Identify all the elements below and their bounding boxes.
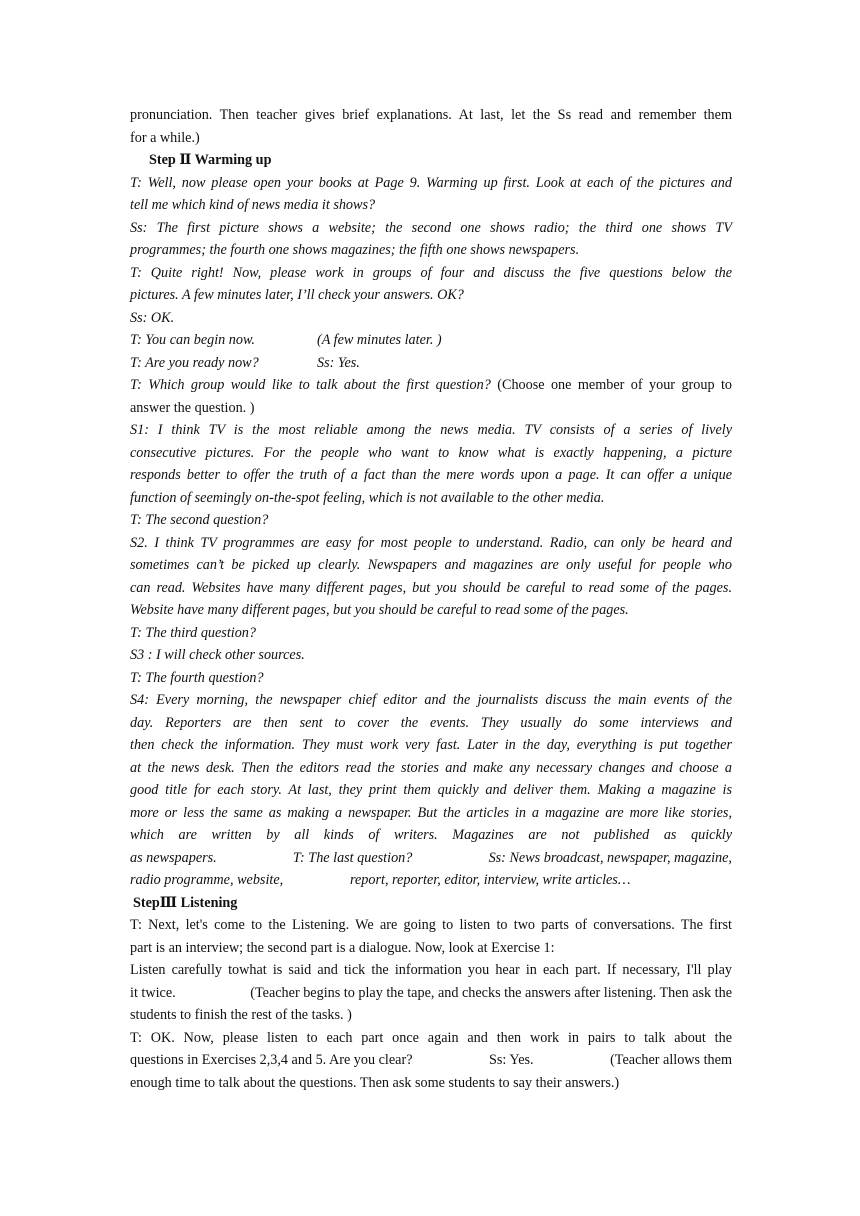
text-line: enough time to talk about the questions. Then ask some students to say their answers.) [130, 1074, 620, 1091]
answer-line [130, 847, 732, 870]
text-span: (Teacher begins to play the tape, and checks the answers after listening. Then ask the [250, 984, 732, 1001]
dialogue-note: (Choose one member of your group to [490, 377, 732, 393]
answer-line: more or less the same as making a newspaper. But the articles in a magazine are more like stories, [130, 804, 732, 821]
dialogue-text: T: Which group would like to talk about the first question? [130, 377, 491, 393]
dialogue-line: pictures. A few minutes later, I’ll check your answers. OK? [130, 287, 464, 303]
answer-line: at the news desk. Then the editors read the stories and make any necessary changes and choose a [130, 759, 732, 776]
answer-text: as newspapers. [130, 849, 217, 866]
answer-line: then check the information. They must work very fast. Later in the day, everything is put together [130, 737, 732, 753]
answer-line: can read. Websites have many different pages, but you should be careful to read some of the pages. [130, 579, 732, 596]
answer-line: day. Reporters are then sent to cover the events. They usually do some interviews and [130, 714, 732, 731]
text-line: Listen carefully towhat is said and tick the information you hear in each part. If necessary, I'll play [130, 962, 732, 978]
dialogue-reply: Ss: Yes. [317, 354, 360, 371]
dialogue-line: T: The second question? [130, 512, 269, 528]
text-span: (Teacher allows them [610, 1052, 732, 1068]
answer-line: consecutive pictures. For the people who want to know what is exactly happening, a picture [130, 444, 732, 461]
dialogue-line [130, 329, 732, 352]
text-line [130, 982, 732, 1005]
answer-line: S1: I think TV is the most reliable among the news media. TV consists of a series of lively [130, 422, 732, 438]
document-body [130, 104, 732, 1094]
text-line [130, 1049, 732, 1072]
dialogue-note: (A few minutes later. ) [317, 332, 442, 348]
answer-text: radio programme, website, [130, 872, 284, 888]
dialogue-line: T: Well, now please open your books at Page 9. Warming up first. Look at each of the pictures and [130, 174, 732, 191]
answer-line: Website have many different pages, but you should be careful to read some of the pages. [130, 602, 629, 618]
dialogue-reply: Ss: News broadcast, newspaper, magazine, [488, 849, 732, 866]
dialogue-text: T: Are you ready now? [130, 354, 259, 371]
dialogue-line: tell me which kind of news media it shows? [130, 197, 376, 213]
answer-line: function of seemingly on-the-spot feeling, which is not available to the other media. [130, 489, 605, 506]
answer-line: sometimes can’t be picked up clearly. Newspapers and magazines are only useful for people who [130, 557, 732, 573]
text-line: for a while.) [130, 129, 200, 146]
dialogue-text: T: You can begin now. [130, 332, 255, 348]
text-line: T: Next, let's come to the Listening. We are going to listen to two parts of conversations. The first [130, 917, 732, 933]
text-span: questions in Exercises 2,3,4 and 5. Are you clear? [130, 1052, 413, 1068]
text-line: pronunciation. Then teacher gives brief explanations. At last, let the Ss read and remember them [130, 107, 732, 123]
section-heading-step-3: StepⅢ Listening [133, 894, 238, 911]
dialogue-line: T: The third question? [130, 624, 256, 641]
dialogue-line: Ss: The first picture shows a website; the second one shows radio; the third one shows TV [130, 219, 732, 236]
answer-line: S3 : I will check other sources. [130, 647, 305, 663]
dialogue-line: T: Quite right! Now, please work in groups of four and discuss the five questions below the [130, 264, 732, 281]
text-span: Ss: Yes. [489, 1052, 534, 1068]
text-line: T: OK. Now, please listen to each part once again and then work in pairs to talk about the [130, 1029, 732, 1046]
text-line: students to finish the rest of the tasks. ) [130, 1007, 352, 1023]
dialogue-line: programmes; the fourth one shows magazines; the fifth one shows newspapers. [130, 242, 580, 258]
answer-line [130, 869, 732, 892]
dialogue-line: answer the question. ) [130, 399, 255, 416]
dialogue-line [130, 352, 732, 375]
text-span: it twice. [130, 984, 176, 1001]
answer-line: responds better to offer the truth of a fact than the mere words upon a page. It can offer a unique [130, 467, 732, 483]
dialogue-text: T: The last question? [292, 849, 413, 866]
answer-line: S4: Every morning, the newspaper chief editor and the journalists discuss the main events of the [130, 692, 732, 708]
dialogue-line [130, 374, 732, 397]
answer-line: good title for each story. At last, they print them quickly and deliver them. Making a magazine is [130, 782, 732, 798]
answer-line: which are written by all kinds of writers. Magazines are not published as quickly [130, 827, 732, 843]
dialogue-line: Ss: OK. [130, 309, 175, 326]
section-heading-step-2: Step Ⅱ Warming up [149, 152, 272, 168]
answer-text: report, reporter, editor, interview, write articles… [350, 872, 631, 888]
dialogue-line: T: The fourth question? [130, 669, 264, 686]
text-line: part is an interview; the second part is a dialogue. Now, look at Exercise 1: [130, 939, 555, 956]
answer-line: S2. I think TV programmes are easy for most people to understand. Radio, can only be heard and [130, 534, 732, 551]
